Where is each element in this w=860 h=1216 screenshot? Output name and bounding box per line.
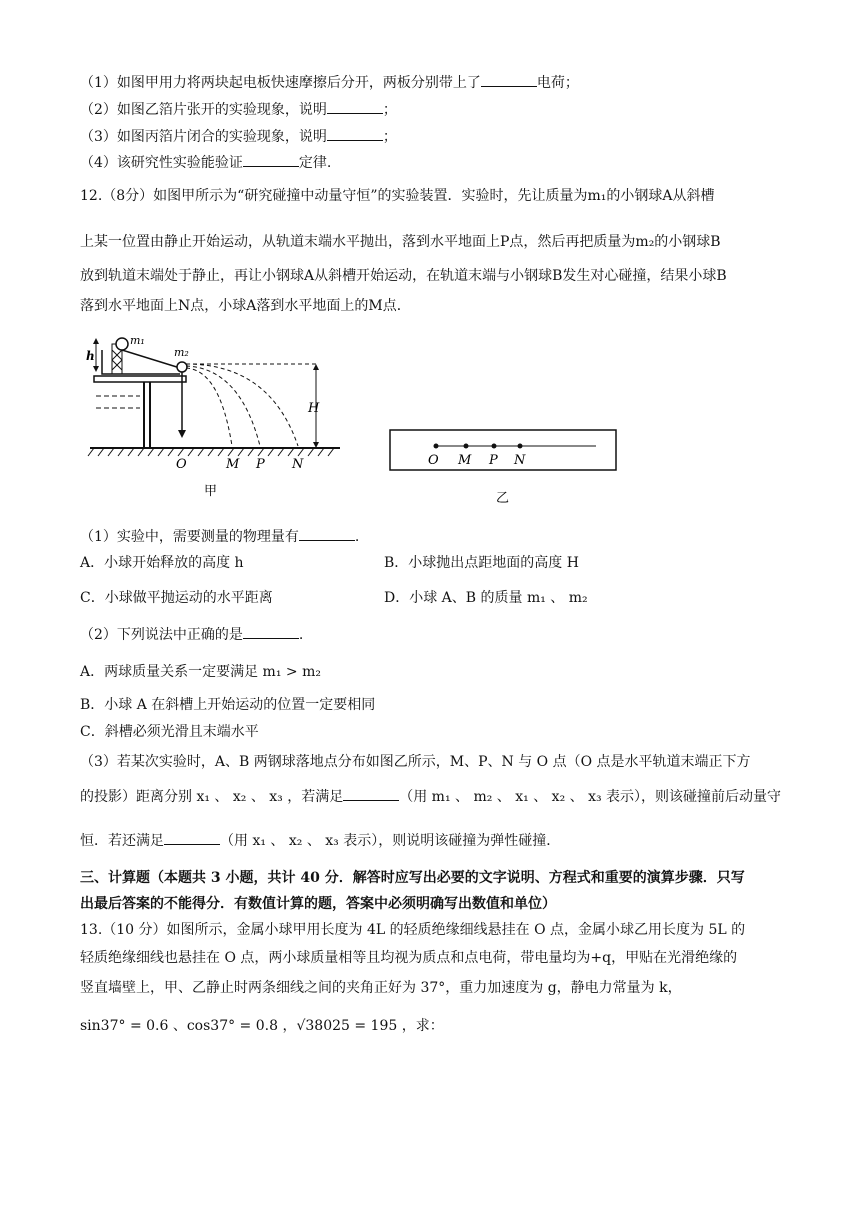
q13-line3: 竖直墙壁上，甲、乙静止时两条细线之间的夹角正好为 37°，重力加速度为 g，静电力常量为 k， bbox=[80, 980, 682, 996]
q11-sub3-tail: ； bbox=[382, 129, 397, 145]
q11-sub1 bbox=[80, 72, 579, 93]
q11-sub3-text: （3）如图丙箔片闭合的实验现象，说明 bbox=[80, 129, 327, 145]
q12-sub3-tail: （用 m₁ 、 m₂ 、 x₁ 、 x₂ 、 x₃ 表示），则该碰撞前后动量守 bbox=[399, 789, 782, 805]
q11-sub4 bbox=[80, 152, 331, 173]
answer-blank[interactable] bbox=[164, 830, 220, 845]
ball-m2 bbox=[177, 362, 187, 372]
label-P: P bbox=[489, 453, 498, 468]
table-top bbox=[94, 376, 186, 382]
answer-blank[interactable] bbox=[243, 624, 299, 639]
answer-blank[interactable] bbox=[327, 126, 383, 141]
figure-caption-jia: 甲 bbox=[204, 484, 218, 499]
label-N: N bbox=[292, 457, 304, 472]
answer-blank[interactable] bbox=[343, 786, 399, 801]
label-M: M bbox=[458, 453, 472, 468]
trajectory-M bbox=[186, 368, 232, 446]
section3-heading-line1: 三、计算题（本题共 3 小题，共计 40 分．解答时应写出必要的文字说明、方程式和重要的演算步骤．只写 bbox=[80, 870, 745, 886]
q11-sub2 bbox=[80, 99, 397, 120]
dot-N bbox=[518, 444, 523, 449]
ground-hatch bbox=[88, 448, 334, 456]
trajectory-P bbox=[186, 366, 260, 446]
q12-sub1-tail: . bbox=[354, 529, 360, 545]
answer-blank[interactable] bbox=[327, 99, 383, 114]
q11-sub4-text: （4）该研究性实验能验证 bbox=[80, 155, 243, 171]
q12-sub3-tail2: （用 x₁ 、 x₂ 、 x₃ 表示），则说明该碰撞为弹性碰撞． bbox=[220, 833, 561, 849]
sub2-option-C[interactable]: C．斜槽必须光滑且末端水平 bbox=[80, 724, 259, 740]
label-m1: m₁ bbox=[130, 334, 145, 347]
ball-m1 bbox=[116, 338, 128, 350]
q11-sub3 bbox=[80, 126, 397, 147]
q12-sub2 bbox=[80, 624, 303, 645]
q12-sub2-text: （2）下列说法中正确的是 bbox=[80, 627, 243, 643]
label-h: h bbox=[86, 349, 95, 363]
q13-line4: sin37° = 0.6 、cos37° = 0.8 ，√38025 = 195 ，求： bbox=[80, 1018, 444, 1034]
label-O: O bbox=[428, 453, 439, 468]
dot-M bbox=[464, 444, 469, 449]
sub2-option-A[interactable]: A．两球质量关系一定要满足 m₁ > m₂ bbox=[80, 664, 321, 680]
trajectory-N bbox=[186, 364, 298, 446]
label-O: O bbox=[176, 457, 187, 472]
figure-caption-yi: 乙 bbox=[496, 491, 510, 506]
option-A[interactable]: A．小球开始释放的高度 h bbox=[80, 555, 244, 571]
label-m2: m₂ bbox=[174, 346, 189, 359]
label-P: P bbox=[256, 457, 265, 472]
q12-sub3-line2 bbox=[80, 786, 781, 807]
q12-sub3-text: 的投影）距离分别 x₁ 、 x₂ 、 x₃ ，若满足 bbox=[80, 789, 344, 805]
figure-yi bbox=[386, 428, 626, 508]
q12-sub1 bbox=[80, 526, 359, 547]
q12-sub2-tail: . bbox=[298, 627, 304, 643]
figure-jia bbox=[80, 330, 350, 500]
q12-sub3-line1: （3）若某次实验时，A、B 两钢球落地点分布如图乙所示，M、P、N 与 O 点（O 点是水平轨道末端正下方 bbox=[80, 754, 751, 770]
option-D[interactable]: D．小球 A、B 的质量 m₁ 、 m₂ bbox=[384, 590, 588, 606]
q11-sub1-text: （1）如图甲用力将两块起电板快速摩擦后分开，两板分别带上了 bbox=[80, 75, 481, 91]
q12-intro-line2: 上某一位置由静止开始运动，从轨道末端水平抛出，落到水平地面上P点，然后再把质量为m₂的小钢球B bbox=[80, 234, 721, 250]
q11-sub2-tail: ； bbox=[382, 102, 397, 118]
answer-blank[interactable] bbox=[481, 72, 537, 87]
q12-intro-line4: 落到水平地面上N点，小球A落到水平地面上的M点． bbox=[80, 298, 411, 314]
dot-P bbox=[492, 444, 497, 449]
label-H: H bbox=[308, 401, 320, 416]
sub2-option-B[interactable]: B．小球 A 在斜槽上开始运动的位置一定要相同 bbox=[80, 697, 376, 713]
q13-line2: 轻质绝缘细线也悬挂在 O 点，两小球质量相等且均视为质点和点电荷，带电量均为+q，甲贴在光滑绝缘的 bbox=[80, 950, 738, 966]
q11-sub2-text: （2）如图乙箔片张开的实验现象，说明 bbox=[80, 102, 327, 118]
q12-sub1-text: （1）实验中，需要测量的物理量有 bbox=[80, 529, 299, 545]
incline bbox=[122, 350, 180, 368]
label-M: M bbox=[226, 457, 240, 472]
option-C[interactable]: C．小球做平抛运动的水平距离 bbox=[80, 590, 273, 606]
option-B[interactable]: B．小球抛出点距地面的高度 H bbox=[384, 555, 579, 571]
paper-strip bbox=[390, 430, 616, 470]
label-N: N bbox=[514, 453, 526, 468]
q12-intro-line3: 放到轨道末端处于静止，再让小钢球A从斜槽开始运动，在轨道末端与小钢球B发生对心碰撞，结果小球B bbox=[80, 268, 727, 284]
q11-sub4-tail: 定律. bbox=[298, 155, 332, 171]
q12-intro-line1: 12.（8分）如图甲所示为“研究碰撞中动量守恒”的实验装置．实验时，先让质量为m₁的小钢球A从斜槽 bbox=[80, 188, 715, 204]
section3-heading-line2: 出最后答案的不能得分．有数值计算的题，答案中必须明确写出数值和单位） bbox=[80, 896, 556, 912]
q12-sub3-line3 bbox=[80, 830, 560, 851]
q13-line1: 13.（10 分）如图所示，金属小球甲用长度为 4L 的轻质绝缘细线悬挂在 O 点，金属小球乙用长度为 5L 的 bbox=[80, 922, 746, 938]
dot-O bbox=[434, 444, 439, 449]
q11-sub1-tail: 电荷； bbox=[536, 75, 579, 91]
answer-blank[interactable] bbox=[243, 152, 299, 167]
answer-blank[interactable] bbox=[299, 526, 355, 541]
q12-sub3-text2: 恒．若还满足 bbox=[80, 833, 164, 849]
